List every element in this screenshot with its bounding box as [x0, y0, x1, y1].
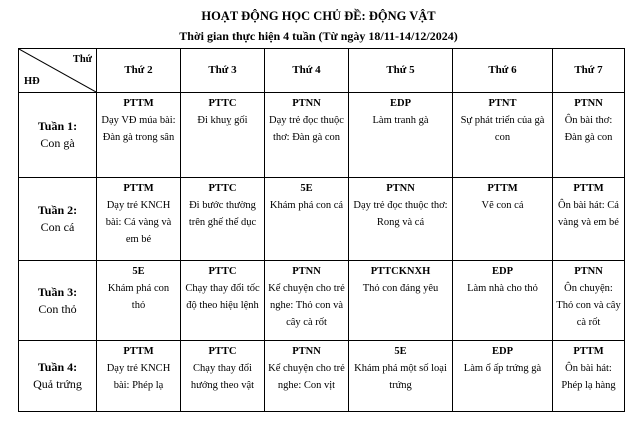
- week-title: Tuần 3:: [37, 284, 78, 299]
- activity-code: PTNN: [574, 98, 603, 109]
- week-name: Con thỏ: [38, 301, 77, 316]
- page-subtitle: Thời gian thực hiện 4 tuần (Từ ngày 18/11-14/12/2024): [179, 29, 458, 43]
- activity-code: PTNT: [488, 98, 517, 109]
- activity-cell: [181, 93, 265, 178]
- activity-code: 5E: [132, 266, 145, 277]
- activity-code: PTTC: [208, 266, 237, 277]
- schedule-table: [18, 48, 625, 412]
- activity-text: Làm nhà cho thỏ: [467, 283, 538, 294]
- week-row: [19, 93, 625, 178]
- activity-cell: [265, 93, 349, 178]
- activity-cell: [265, 261, 349, 341]
- activity-code: PTTM: [487, 183, 518, 194]
- activity-code: 5E: [300, 183, 313, 194]
- week-title: Tuần 1:: [37, 119, 78, 133]
- page-title: HOẠT ĐỘNG HỌC CHỦ ĐỀ: ĐỘNG VẬT: [201, 9, 436, 23]
- activity-code: PTNN: [386, 183, 415, 194]
- activity-code: PTTCKNXH: [370, 266, 431, 277]
- activity-code: PTTM: [123, 98, 154, 109]
- activity-cell: [181, 341, 265, 412]
- activity-code: PTTC: [208, 346, 237, 357]
- week-name: Quả trứng: [33, 377, 82, 391]
- activity-cell: [349, 93, 453, 178]
- activity-cell: [265, 178, 349, 261]
- corner-activity-label: HĐ: [24, 76, 40, 87]
- activity-text: Chạy thay đổi tốc độ theo hiệu lệnh: [185, 283, 260, 311]
- activity-cell: [265, 341, 349, 412]
- week-row: [19, 341, 625, 412]
- corner-day-label: Thứ: [72, 54, 92, 65]
- activity-cell: [97, 261, 181, 341]
- activity-code: PTTM: [573, 346, 604, 357]
- activity-code: PTTC: [208, 98, 237, 109]
- activity-text: Ôn bài thơ: Đàn gà con: [564, 115, 613, 143]
- activity-text: Khám phá con cá: [269, 200, 344, 211]
- activity-text: Dạy trẻ đọc thuộc thơ: Rong và cá: [353, 200, 448, 228]
- activity-text: Khám phá một số loại trứng: [354, 363, 447, 391]
- week-row: [19, 261, 625, 341]
- activity-code: PTNN: [292, 266, 321, 277]
- activity-code: PTTC: [208, 183, 237, 194]
- activity-cell: [97, 341, 181, 412]
- activity-code: PTNN: [292, 98, 321, 109]
- activity-code: EDP: [390, 98, 411, 109]
- activity-cell: [553, 341, 625, 412]
- day-header: Thứ 2: [97, 49, 181, 93]
- activity-text: Ôn bài hát: Phép lạ hàng: [561, 363, 616, 391]
- week-title: Tuần 4:: [37, 360, 78, 374]
- activity-code: PTTM: [123, 183, 154, 194]
- activity-text: Đi khuỵ gối: [197, 115, 248, 126]
- activity-cell: [453, 261, 553, 341]
- week-label-cell: [19, 341, 97, 412]
- activity-cell: [553, 93, 625, 178]
- day-header: Thứ 7: [553, 49, 625, 93]
- day-header: Thứ 6: [453, 49, 553, 93]
- week-row: [19, 178, 625, 261]
- activity-cell: [553, 261, 625, 341]
- activity-cell: [349, 341, 453, 412]
- activity-text: Làm ổ ấp trứng gà: [463, 363, 542, 374]
- activity-cell: [553, 178, 625, 261]
- activity-text: Khám phá con thỏ: [107, 283, 170, 311]
- activity-text: Dạy trẻ đọc thuộc thơ: Đàn gà con: [269, 115, 344, 143]
- activity-text: Thỏ con đáng yêu: [362, 283, 439, 294]
- corner-header-cell: [19, 49, 97, 93]
- week-label-cell: [19, 261, 97, 341]
- activity-text: Ôn chuyện: Thỏ con và cây cà rốt: [556, 283, 621, 328]
- activity-code: 5E: [394, 346, 407, 357]
- activity-text: Sự phát triển của gà con: [460, 115, 545, 143]
- week-title: Tuần 2:: [37, 203, 78, 217]
- activity-text: Vẽ con cá: [481, 200, 524, 211]
- activity-code: PTTM: [123, 346, 154, 357]
- activity-text: Dạy VĐ múa bài: Đàn gà trong sân: [101, 115, 176, 143]
- activity-code: EDP: [492, 266, 513, 277]
- activity-text: Kể chuyện cho trẻ nghe: Con vịt: [268, 363, 345, 391]
- day-header: Thứ 3: [181, 49, 265, 93]
- activity-code: PTNN: [574, 266, 603, 277]
- activity-cell: [453, 178, 553, 261]
- activity-cell: [97, 93, 181, 178]
- activity-text: Ôn bài hát: Cá vàng và em bé: [558, 200, 619, 228]
- activity-code: EDP: [492, 346, 513, 357]
- activity-code: PTTM: [573, 183, 604, 194]
- week-name: Con cá: [40, 220, 75, 234]
- week-label-cell: [19, 178, 97, 261]
- activity-cell: [453, 93, 553, 178]
- activity-text: Kể chuyện cho trẻ nghe: Thỏ con và cây cà rốt: [268, 283, 345, 328]
- header-row: [19, 49, 625, 93]
- activity-text: Làm tranh gà: [372, 115, 429, 126]
- activity-cell: [349, 261, 453, 341]
- activity-text: Đi bước thường trên ghế thể dục: [188, 200, 257, 228]
- activity-cell: [181, 261, 265, 341]
- activity-cell: [181, 178, 265, 261]
- day-header: Thứ 5: [349, 49, 453, 93]
- day-header: Thứ 4: [265, 49, 349, 93]
- activity-text: Dạy trẻ KNCH bài: Cá vàng và em bé: [105, 200, 172, 245]
- activity-text: Dạy trẻ KNCH bài: Phép lạ: [106, 363, 171, 391]
- activity-cell: [453, 341, 553, 412]
- activity-code: PTNN: [292, 346, 321, 357]
- week-label-cell: [19, 93, 97, 178]
- activity-cell: [349, 178, 453, 261]
- activity-cell: [97, 178, 181, 261]
- week-name: Con gà: [40, 136, 75, 150]
- activity-text: Chạy thay đổi hướng theo vật: [190, 363, 255, 391]
